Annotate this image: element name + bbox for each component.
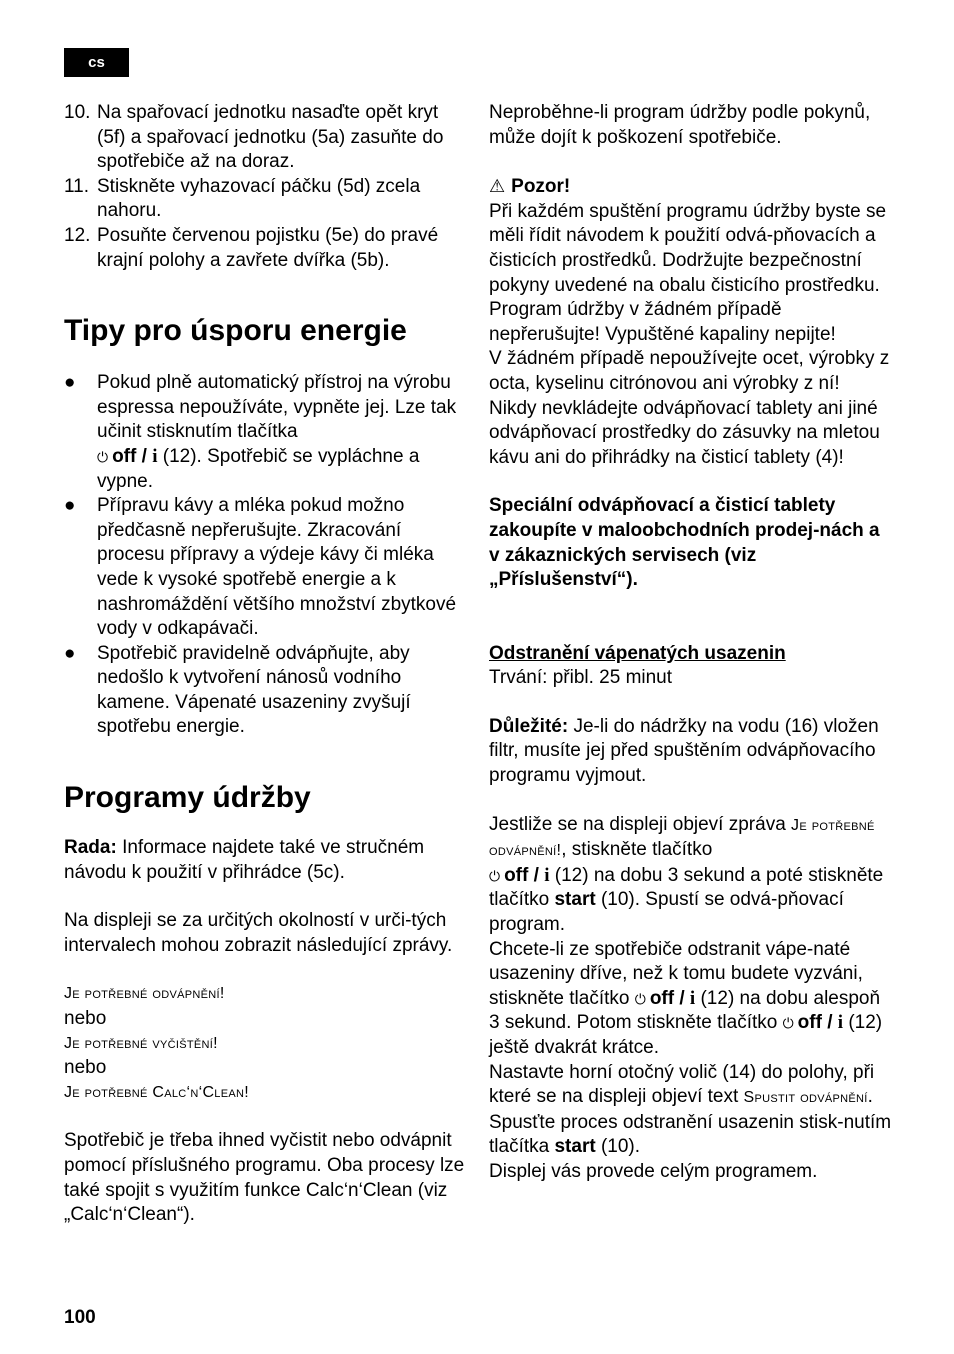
- or-text: nebo: [64, 1008, 107, 1030]
- caution-text-4: Nikdy nevkládejte odvápňovací tablety ani jiné odvápňovací prostředky do zásuvky na mletou kávu ani do přihrádky na čisticí tablety (4)!: [489, 397, 880, 468]
- left-column: [64, 101, 469, 1228]
- list-item: 12. Posuňte červenou pojistku (5e) do pravé krajní polohy a zavřete dvířka (5b).: [64, 224, 439, 271]
- power-icon: ⏻: [782, 1015, 794, 1032]
- tip-paragraph: Rada: Informace najdete také ve stručném návodu k použití v přihrádce (5c).: [64, 837, 425, 883]
- energy-bullets: [64, 371, 469, 740]
- message-descale: Je potřebné odvápnění!: [64, 985, 225, 1003]
- list-item: ● Pokud plně automatický přístroj na výrobu espressa nepoužíváte, vypněte jej. Lze tak učinit stisknutím tlačítka ⏻ off / i (12). Spotřebič se vypláchne a vypne.: [64, 371, 469, 494]
- message-calcnclean: Je potřebné Calc‘n‘Clean!: [64, 1083, 249, 1101]
- power-icon: ⏻: [489, 867, 501, 884]
- right-column: [489, 101, 894, 1185]
- selector-instruction: Nastavte horní otočný volič (14) do polohy, při které se na displeji objeví text Spustit odvápnění.: [489, 1061, 875, 1108]
- caution-heading: ⚠ Pozor!: [489, 176, 571, 198]
- important-paragraph: Důležité: Je-li do nádržky na vodu (16) vložen filtr, musíte jej před spuštěním odvápňovacího programu vyjmout.: [489, 715, 879, 787]
- list-item: 10. Na spařovací jednotku nasaďte opět kryt (5f) a spařovací jednotku (5a) zasuňte do spotřebiče až na doraz.: [64, 102, 444, 173]
- caution-text: Při každém spuštění programu údržby byste se měli řídit návodem k použití odvá-pňovacích a čisticích prostředků. Dodržujte bezpečnostní pokyny uvedené na obalu čisticího prostředku.: [489, 200, 887, 296]
- list-item: ● Spotřebič pravidelně odvápňujte, aby nedošlo k vytvoření nánosů vodního kamene. Vápenaté usazeniny zvyšují spotřebu energie.: [64, 642, 469, 740]
- language-tag: cs: [64, 48, 129, 77]
- or-text: nebo: [64, 1057, 107, 1079]
- descale-instructions: Jestliže se na displeji objeví zpráva Je potřebné odvápnění!, stiskněte tlačítko ⏻ off / i (12) na dobu 3 sekund a poté stiskněte tlačítko start (10). Spustí se odvá-pňovací program.: [489, 813, 884, 936]
- section-title: Odstranění vápenatých usazenin: [489, 642, 786, 664]
- last-line: Displej vás provede celým programem.: [489, 1160, 818, 1182]
- tablets-paragraph: Speciální odvápňovací a čisticí tablety zakoupíte v maloobchodních prodej-nách a v zákaznických servisech (viz „Příslušenství“).: [489, 495, 880, 591]
- power-icon: ⏻: [97, 448, 109, 465]
- start-instruction: Spusťte proces odstranění usazenin stisk-nutím tlačítka start (10).: [489, 1111, 892, 1158]
- bullet-icon: ●: [64, 495, 76, 517]
- display-intro: Na displeji se za určitých okolností v urči-tých intervalech mohou zobrazit následující zprávy.: [64, 910, 453, 956]
- intro-paragraph: Neproběhne-li program údržby podle pokynů, může dojít k poškození spotřebiče.: [489, 102, 871, 148]
- power-icon: ⏻: [634, 990, 646, 1007]
- caution-text-3: V žádném případě nepoužívejte ocet, výrobky z octa, kyselinu citrónovou ani výrobky z ní!: [489, 348, 890, 394]
- warning-icon: ⚠: [489, 176, 506, 197]
- heading-energy-tips: Tipy pro úsporu energie: [64, 314, 407, 348]
- duration: Trvání: přibl. 25 minut: [489, 667, 673, 689]
- heading-maintenance: Programy údržby: [64, 781, 311, 815]
- bullet-icon: ●: [64, 642, 76, 664]
- caution-text-2: Program údržby v žádném případě nepřerušujte! Vypuštěné kapaliny nepijte!: [489, 299, 836, 345]
- final-paragraph: Spotřebič je třeba ihned vyčistit nebo odvápnit pomocí příslušného programu. Oba procesy lze také spojit s využitím funkce Calc‘n‘Clean (viz „Calc‘n‘Clean“).: [64, 1130, 465, 1226]
- list-item: 11. Stiskněte vyhazovací páčku (5d) zcela nahoru.: [64, 175, 421, 222]
- bullet-icon: ●: [64, 372, 76, 394]
- message-clean: Je potřebné vyčištění!: [64, 1034, 218, 1052]
- page-number: 100: [64, 1307, 96, 1328]
- list-item: ● Přípravu kávy a mléka pokud možno předčasně nepřerušujte. Zkracování procesu přípravy a výdeje kávy či mléka vede k vysoké spotřebě energie a k nashromáždění většího množství zbytkové vody v odkapávači.: [64, 494, 469, 642]
- early-descale: Chcete-li ze spotřebiče odstranit vápe-naté usazeniny dříve, než k tomu budete vyzváni, stiskněte tlačítko ⏻ off / i (12) na dobu alespoň 3 sekund. Potom stiskněte tlačítko ⏻ off / i (12) ještě dvakrát krátce.: [489, 938, 883, 1058]
- step-list: [64, 101, 469, 273]
